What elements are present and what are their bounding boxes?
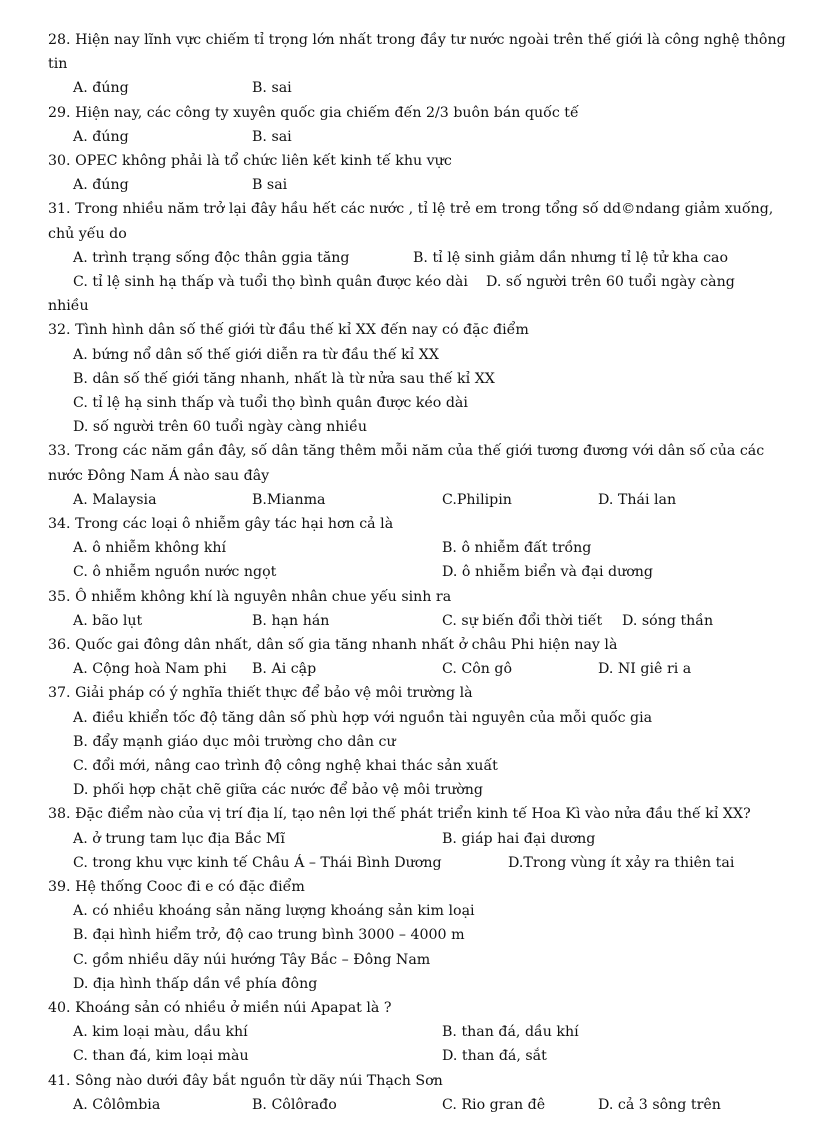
option-b: B. giáp hai đại dương [442, 830, 596, 847]
option-d: D. than đá, sắt [442, 1048, 547, 1065]
question-28: 28. Hiện nay lĩnh vực chiếm tỉ trọng lớn nhất trong đầy tư nước ngoài trên thế giới là công nghệ thông tin [48, 32, 786, 73]
question-39: 39. Hệ thống Cooc đi e có đặc điểm [48, 878, 305, 895]
option-c: C.Philipin [442, 491, 512, 508]
option-a: A. đúng [73, 128, 129, 145]
option-a: A. có nhiều khoáng sản năng lượng khoáng sản kim loại [73, 903, 475, 920]
option-a: A. điều khiển tốc độ tăng dân số phù hợp với nguồn tài nguyên của mỗi quốc gia [73, 709, 653, 726]
option-b: B. dân số thế giới tăng nhanh, nhất là từ nửa sau thế kỉ XX [73, 370, 495, 387]
options-row [48, 657, 798, 681]
options-row [48, 1044, 798, 1068]
option-c: C. tỉ lệ hạ sinh thấp và tuổi thọ bình quân được kéo dài [73, 394, 468, 411]
question-31: 31. Trong nhiều năm trở lại đây hầu hết các nước , tỉ lệ trẻ em trong tổng số dd©ndang giảm xuống, chủ yếu do [48, 201, 774, 242]
options-row [48, 536, 798, 560]
options-row [48, 173, 798, 197]
option-a: A. ô nhiễm không khí [73, 540, 227, 557]
option-d-continued: nhiều [48, 298, 89, 315]
options-row [48, 560, 798, 584]
question-38: 38. Đặc điểm nào của vị trí địa lí, tạo nên lợi thế phát triển kinh tế Hoa Kì vào nửa đầu thế kỉ XX? [48, 806, 751, 823]
question-36: 36. Quốc gai đông dân nhất, dân số gia tăng nhanh nhất ở châu Phi hiện nay là [48, 636, 618, 653]
option-b: B. ô nhiễm đất trồng [442, 540, 592, 557]
option-a: A. bứng nổ dân số thế giới diễn ra từ đầu thế kỉ XX [73, 346, 439, 363]
options-row [48, 125, 798, 149]
options-row [48, 1020, 798, 1044]
option-b: B sai [252, 177, 288, 194]
option-b: B. Ai cập [252, 661, 317, 678]
option-a: A. trình trạng sống độc thân ggia tăng [73, 249, 350, 266]
options-row [48, 488, 798, 512]
option-b: B. sai [252, 80, 292, 97]
option-b: B. Côlôrađo [252, 1096, 337, 1113]
option-b: B. sai [252, 128, 292, 145]
option-a: A. Cộng hoà Nam phi [73, 661, 227, 678]
option-b: B. than đá, dầu khí [442, 1024, 579, 1041]
question-35: 35. Ô nhiễm không khí là nguyên nhân chue yếu sinh ra [48, 588, 452, 605]
option-d: D. cả 3 sông trên [598, 1096, 721, 1113]
option-b: B. đại hình hiểm trở, độ cao trung bình 3000 – 4000 m [73, 927, 465, 944]
options-row [48, 609, 798, 633]
question-33: 33. Trong các năm gần đây, số dân tăng thêm mỗi năm của thế giới tương đương với dân số của các nước Đông Nam Á nào sau đây [48, 443, 765, 484]
option-c: C. gồm nhiều dãy núi hướng Tây Bắc – Đông Nam [73, 951, 431, 968]
question-37: 37. Giải pháp có ý nghĩa thiết thực để bảo vệ môi trường là [48, 685, 473, 702]
options-row-continued [48, 294, 798, 318]
option-a: A. đúng [73, 177, 129, 194]
option-d: D. NI giê ri a [598, 661, 692, 678]
option-a: A. đúng [73, 80, 129, 97]
option-c: C. sự biến đổi thời tiết [442, 612, 603, 629]
option-d: D. sóng thần [622, 612, 714, 629]
option-b: B. tỉ lệ sinh giảm dần nhưng tỉ lệ tử kha cao [413, 249, 729, 266]
option-b: B. đẩy mạnh giáo dục môi trường cho dân cư [73, 733, 396, 750]
option-a: A. Côlômbia [73, 1096, 161, 1113]
question-30: 30. OPEC không phải là tổ chức liên kết kinh tế khu vực [48, 152, 452, 169]
options-row [48, 827, 798, 851]
option-c: C. đổi mới, nâng cao trình độ công nghệ khai thác sản xuất [73, 757, 498, 774]
options-row [48, 851, 798, 875]
option-c: C. trong khu vực kinh tế Châu Á – Thái Bình Dương [73, 854, 442, 871]
option-c: C. tỉ lệ sinh hạ thấp và tuổi thọ bình quân được kéo dài [73, 273, 468, 290]
option-c: C. than đá, kim loại màu [73, 1048, 249, 1065]
question-40: 40. Khoáng sản có nhiều ở miền núi Apapat là ? [48, 999, 392, 1016]
document-page [48, 28, 798, 1117]
options-row [48, 270, 798, 294]
option-d: D. số người trên 60 tuổi ngày càng nhiều [73, 419, 367, 436]
option-c: C. ô nhiễm nguồn nước ngọt [73, 564, 277, 581]
option-d: D.Trong vùng ít xảy ra thiên tai [508, 854, 735, 871]
options-row [48, 246, 798, 270]
option-d: D. phối hợp chặt chẽ giữa các nước để bảo vệ môi trường [73, 782, 483, 799]
option-a: A. bão lụt [73, 612, 143, 629]
question-34: 34. Trong các loại ô nhiễm gây tác hại hơn cả là [48, 515, 394, 532]
option-d: D. ô nhiễm biển và đại dương [442, 564, 653, 581]
question-32: 32. Tình hình dân số thế giới từ đầu thế kỉ XX đến nay có đặc điểm [48, 322, 529, 339]
question-29: 29. Hiện nay, các công ty xuyên quốc gia chiếm đến 2/3 buôn bán quốc tế [48, 104, 579, 121]
options-row [48, 76, 798, 100]
option-a: A. ở trung tam lục địa Bắc Mĩ [73, 830, 285, 847]
option-a: A. Malaysia [73, 491, 157, 508]
option-c: C. Rio gran đê [442, 1096, 546, 1113]
option-a: A. kim loại màu, dầu khí [73, 1024, 248, 1041]
option-b: B. hạn hán [252, 612, 330, 629]
option-c: C. Côn gô [442, 661, 513, 678]
option-d: D. số người trên 60 tuổi ngày càng [486, 273, 735, 290]
option-d: D. Thái lan [598, 491, 677, 508]
question-41: 41. Sông nào dưới đây bắt nguồn từ dãy núi Thạch Sơn [48, 1072, 443, 1089]
options-row [48, 1093, 798, 1117]
option-d: D. địa hình thấp dần về phía đông [73, 975, 318, 992]
option-b: B.Mianma [252, 491, 326, 508]
